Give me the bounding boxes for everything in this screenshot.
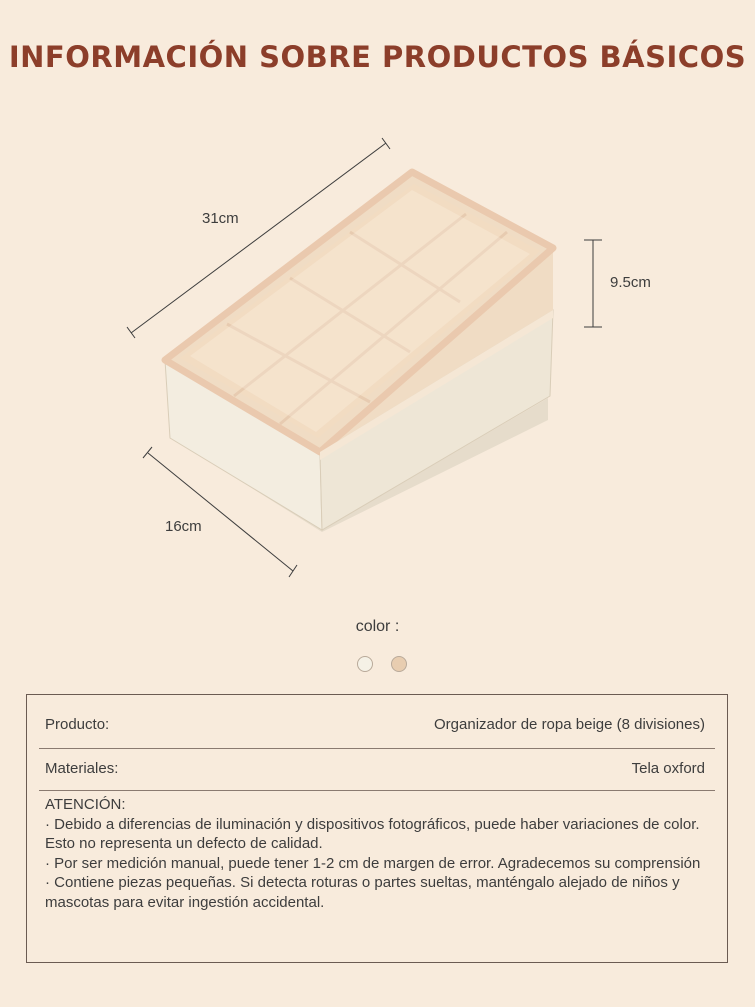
length-label: 31cm	[202, 210, 239, 227]
attention-item: · Contiene piezas pequeñas. Si detecta roturas o partes sueltas, manténgalo alejado de niños y mascotas para evitar ingestión accidental.	[45, 874, 680, 911]
width-label: 16cm	[165, 518, 202, 535]
height-label: 9.5cm	[610, 274, 651, 291]
attention-block	[45, 795, 717, 912]
product-figure	[0, 120, 755, 600]
product-info-table	[26, 694, 728, 963]
page-title: INFORMACIÓN SOBRE PRODUCTOS BÁSICOS	[8, 40, 747, 74]
materials-value: Tela oxford	[631, 760, 705, 777]
color-swatch-beige[interactable]	[391, 656, 407, 672]
row-divider	[39, 790, 715, 791]
materials-label: Materiales:	[45, 760, 119, 777]
attention-heading: ATENCIÓN:	[45, 796, 126, 813]
color-swatch-cream[interactable]	[357, 656, 373, 672]
organizer-box-illustration	[0, 120, 755, 600]
row-divider	[39, 748, 715, 749]
product-value: Organizador de ropa beige (8 divisiones)	[434, 716, 705, 733]
attention-item: · Debido a diferencias de iluminación y dispositivos fotográficos, puede haber variaciones de color. Esto no representa un defecto de calidad.	[45, 815, 700, 852]
product-label: Producto:	[45, 716, 110, 733]
color-label: color :	[355, 618, 400, 635]
attention-item: · Por ser medición manual, puede tener 1-2 cm de margen de error. Agradecemos su comprensión	[45, 854, 701, 872]
